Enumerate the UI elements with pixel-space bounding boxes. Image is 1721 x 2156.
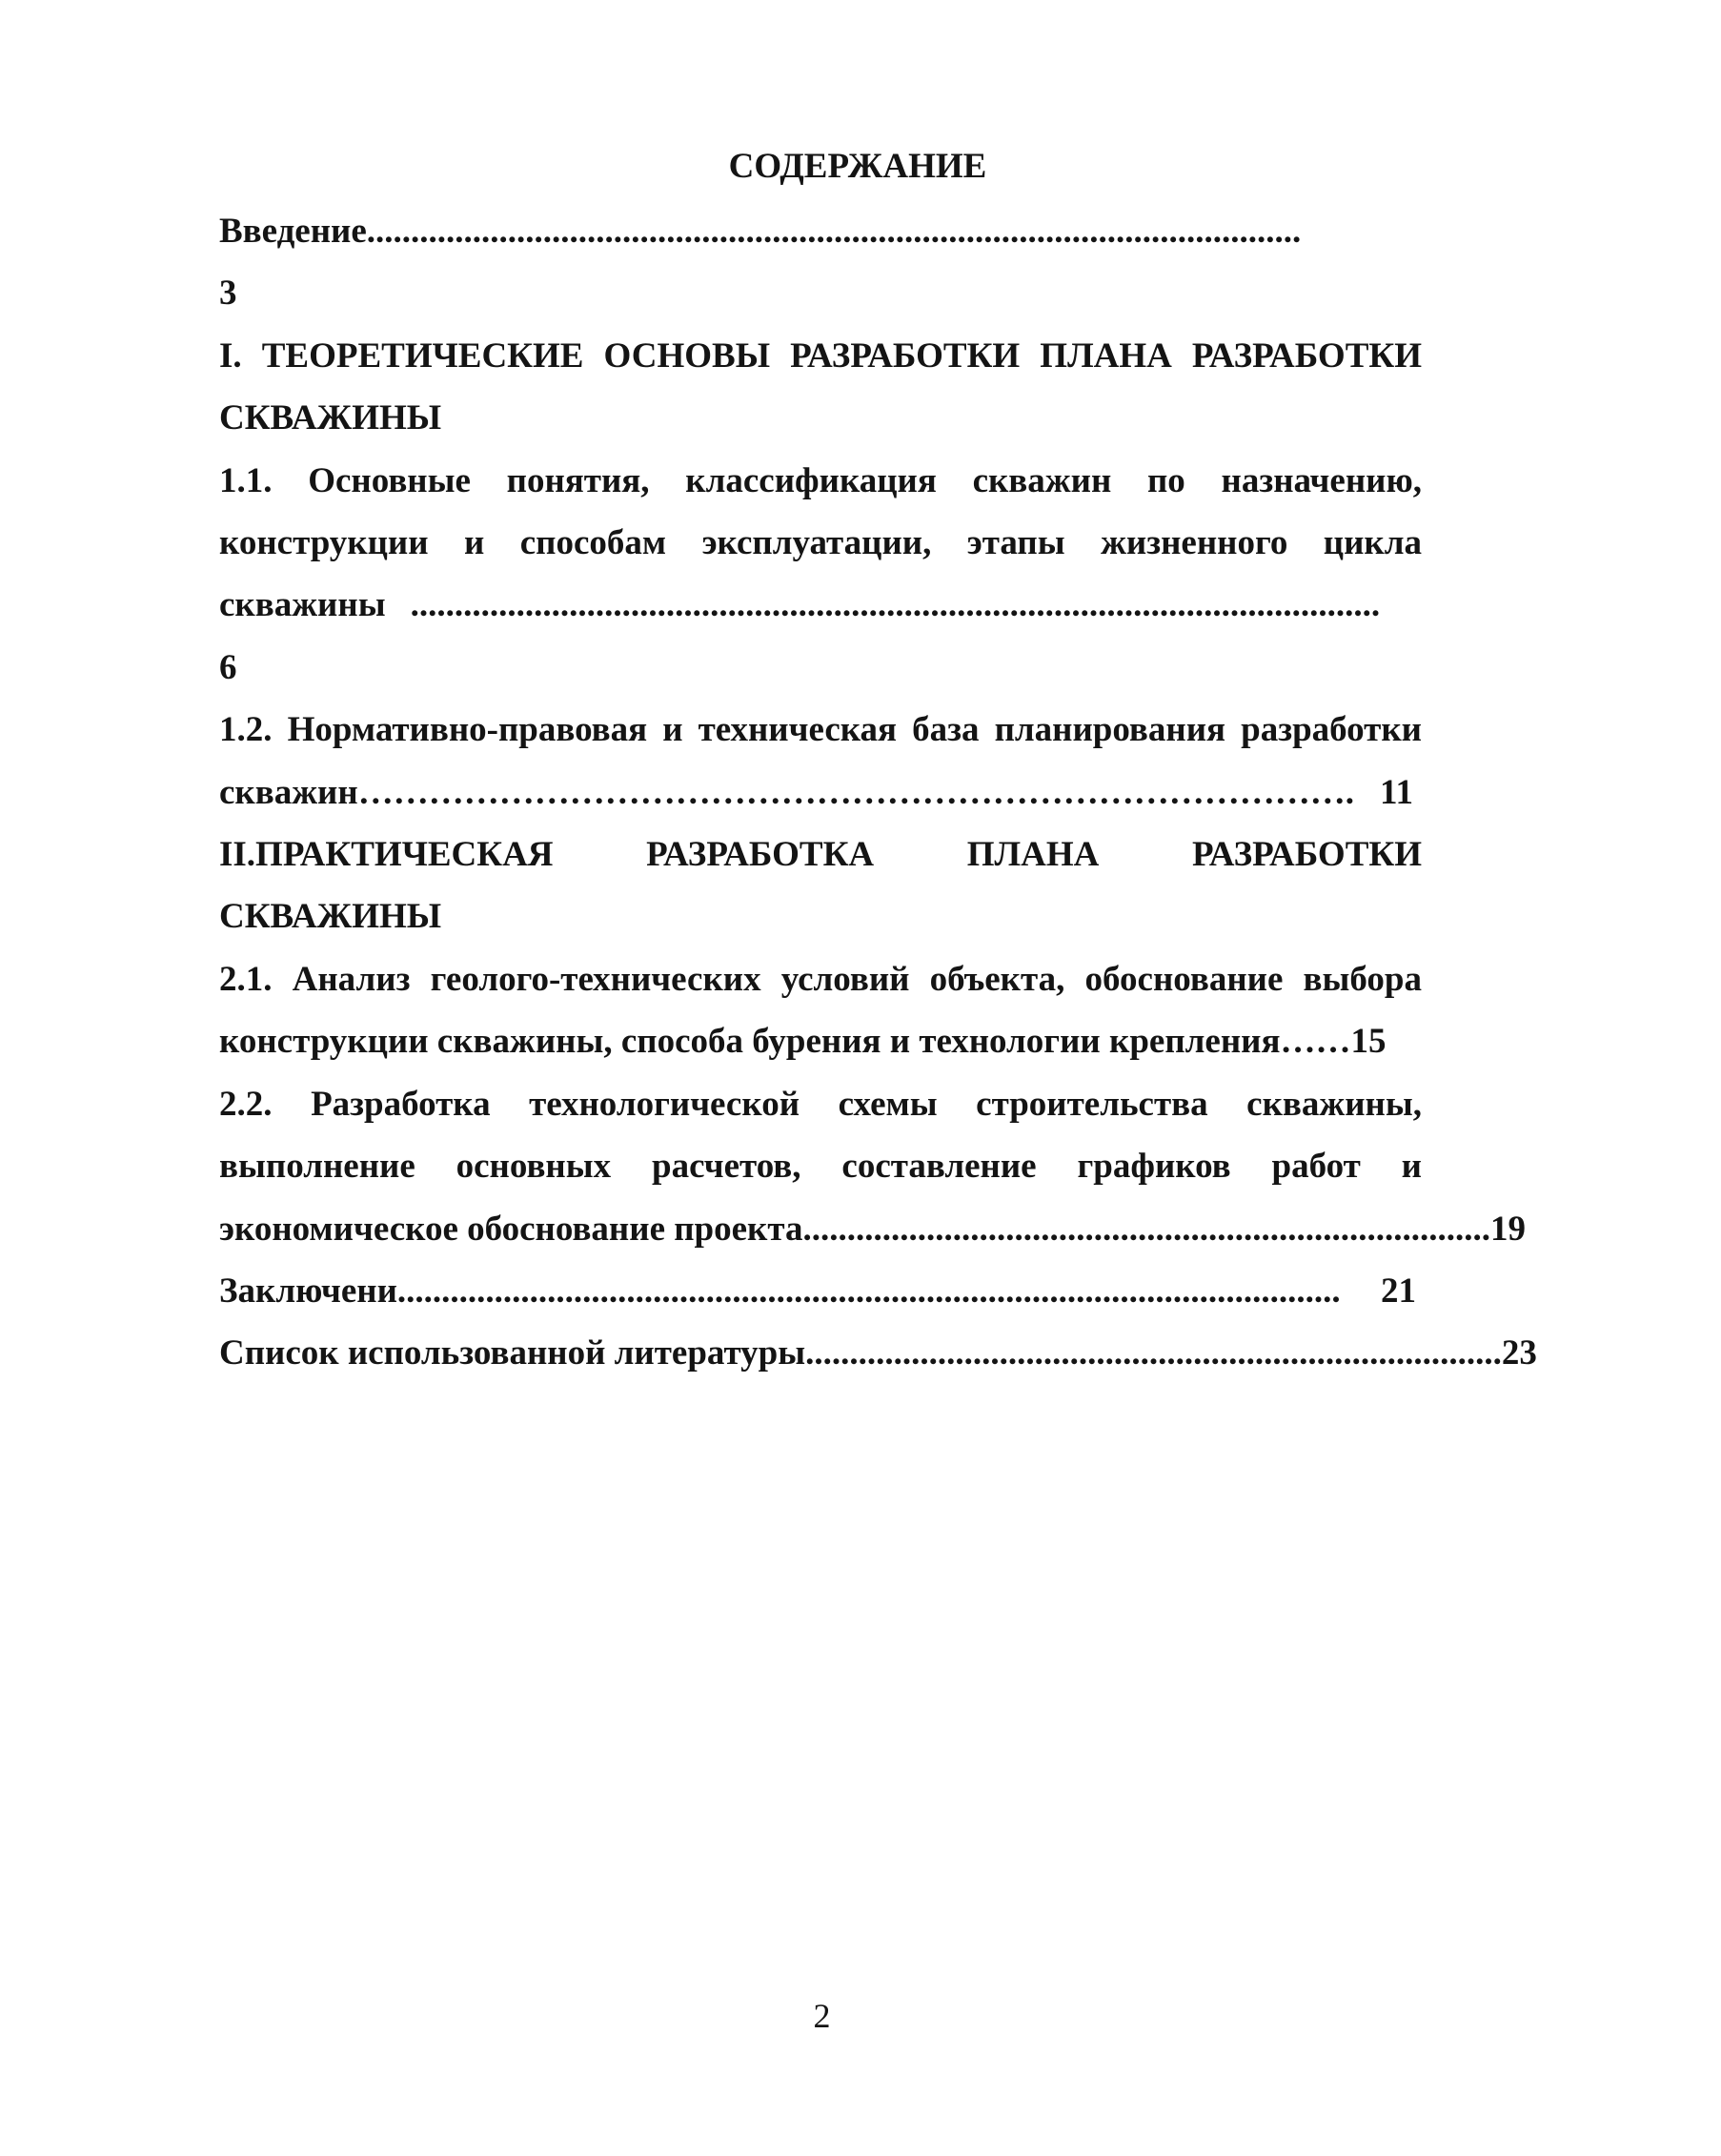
toc-entry-2-2-line3 (219, 1198, 1527, 1260)
page-number: 2 (813, 1997, 831, 2035)
toc-entry-label: Введение (219, 212, 367, 251)
toc-entry-page: 23 (1501, 1333, 1537, 1373)
toc-leader-dots: ............................................................................... (805, 1333, 1502, 1373)
toc-entry-intro[interactable] (219, 200, 1422, 262)
toc-entry-references[interactable] (219, 1322, 1537, 1384)
toc-entry-1-1-line2: конструкции и способам эксплуатации, этапы жизненного цикла (219, 523, 1422, 563)
table-of-contents (219, 200, 1537, 1385)
toc-part-1-heading-cont: СКВАЖИНЫ (219, 398, 442, 438)
toc-leader-dots: .............................................................................................................. (410, 585, 1381, 625)
toc-entry-2-1-line2 (219, 1010, 1413, 1072)
toc-entry-2-2-line1[interactable]: 2.2. Разработка технологической схемы строительства скважины, (219, 1084, 1422, 1124)
toc-entry-page: 21 (1381, 1271, 1416, 1311)
toc-entry-page: 11 (1380, 772, 1413, 812)
toc-entry-1-2-line1[interactable]: 1.2. Нормативно-правовая и техническая база планирования разработки (219, 710, 1422, 750)
toc-leader-dots: ........................................................................................................... (396, 1271, 1341, 1311)
toc-entry-label: скважин (219, 772, 358, 812)
toc-entry-label: Список использованной литературы (219, 1333, 806, 1373)
toc-entry-page: 6 (219, 647, 237, 687)
toc-entry-label: экономическое обоснование проекта (219, 1209, 803, 1249)
toc-entry-conclusion[interactable] (219, 1260, 1416, 1322)
toc-part-1-heading[interactable]: I. ТЕОРЕТИЧЕСКИЕ ОСНОВЫ РАЗРАБОТКИ ПЛАНА РАЗРАБОТКИ (219, 336, 1422, 376)
toc-entry-page: 19 (1490, 1209, 1527, 1249)
toc-leader-dots: .............................................................................. (802, 1209, 1491, 1249)
toc-leader-dots: .......................................................................................................... (366, 212, 1302, 251)
toc-entry-2-2-line2: выполнение основных расчетов, составление графиков работ и (219, 1147, 1422, 1187)
toc-leader-dots: …… (1280, 1022, 1351, 1062)
toc-part-2-heading[interactable]: II.ПРАКТИЧЕСКАЯ РАЗРАБОТКА ПЛАНА РАЗРАБОТКИ (219, 835, 1422, 875)
toc-entry-page: 3 (219, 274, 237, 314)
toc-entry-2-1-line1[interactable]: 2.1. Анализ геолого-технических условий объекта, обоснование выбора (219, 959, 1422, 999)
toc-entry-1-2-line2 (219, 762, 1413, 824)
toc-part-2-heading-cont: СКВАЖИНЫ (219, 897, 442, 937)
toc-entry-1-1-line1[interactable]: 1.1. Основные понятия, классификация скважин по назначению, (219, 460, 1422, 500)
toc-entry-1-1-line3 (219, 574, 1422, 636)
toc-title: СОДЕРЖАНИЕ (728, 147, 987, 186)
toc-entry-page: 15 (1350, 1022, 1387, 1062)
toc-entry-label: конструкции скважины, способа бурения и технологии крепления (219, 1022, 1281, 1062)
toc-entry-label: Заключени (219, 1271, 397, 1311)
toc-leader-dots: …………………………………………………………………………. (357, 772, 1354, 812)
toc-entry-label: скважины (219, 585, 386, 625)
